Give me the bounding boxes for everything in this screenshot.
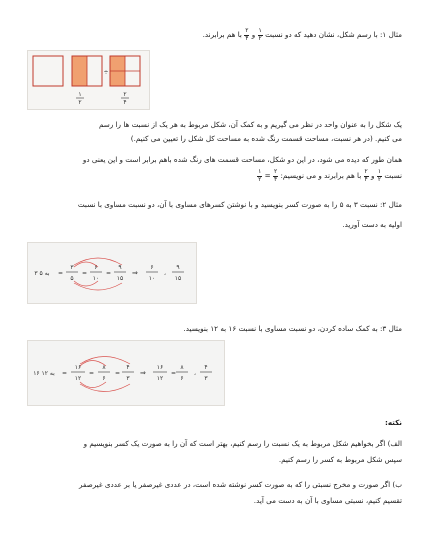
shaded-half: [72, 56, 87, 86]
figure2-arrow: ⇒: [132, 269, 138, 277]
example1-and: و: [251, 30, 256, 39]
figure1-label1-num: ۱: [78, 91, 82, 98]
svg-text:۴: ۴: [126, 364, 130, 371]
paragraph1: [99, 118, 402, 146]
svg-text:۴: ۴: [204, 364, 208, 371]
note-a: [84, 437, 402, 467]
example2-line2: اولیه به دست آورید.: [342, 220, 402, 229]
svg-text:=: =: [82, 270, 88, 277]
svg-text:،: ،: [194, 370, 196, 377]
equation-frac-right: $\frac{۱}{۲}$: [258, 168, 262, 183]
note-b-line2: تقسیم کنیم، نسبتی مساوی با آن به دست می آید.: [253, 496, 402, 505]
figure3-arrow: ⇒: [140, 369, 146, 377]
figure3-svg: [28, 341, 224, 405]
svg-text:=: =: [89, 370, 95, 377]
figure3-image: [27, 340, 225, 406]
paragraph2-line1: همان طور که دیده می شود، در این دو شکل، مساحت قسمت های رنگ شده باهم برابر است و این یعنی دو: [82, 155, 402, 164]
svg-text:۱۶: ۱۶: [156, 364, 164, 371]
figure1-svg: [28, 51, 149, 109]
example1-frac1: $\frac{۱}{۲}$: [258, 27, 262, 42]
figure3-frac3: [122, 364, 134, 382]
equation-sign: =: [264, 171, 271, 180]
paragraph2-line2: نسبت $\frac{۱}{۲}$ و $\frac{۲}{۴}$ با هم برابرند و می نویسیم: $\frac{۲}{۴}$ = $\frac{۱}{۲}$: [258, 168, 402, 183]
example3-line1: مثال ۳: به کمک ساده کردن، دو نسبت مساوی با نسبت ۱۶ به ۱۲ بنویسید.: [183, 324, 402, 333]
note-a-line2: سپس شکل مربوط به کسر را رسم کنیم.: [278, 455, 402, 464]
svg-text:۱۵: ۱۵: [174, 275, 182, 282]
note-title: نکته:: [384, 418, 402, 427]
svg-text:۱۰: ۱۰: [148, 275, 156, 282]
svg-text:=: =: [106, 270, 112, 277]
figure2-ratio-label: ۳ به ۵: [34, 270, 50, 277]
svg-text:۶: ۶: [150, 264, 154, 271]
svg-text:۸: ۸: [180, 364, 184, 371]
figure3-ratio-label: ۱۶ به ۱۲: [33, 370, 55, 377]
figure2-frac2: [90, 264, 102, 282]
svg-text:=: =: [115, 370, 121, 377]
note-a-line1: الف) اگر بخواهیم شکل مربوط به یک نسبت را رسم کنیم، بهتر است که آن را به صورت یک کسر بنویسیم و: [83, 439, 402, 448]
note-b: [79, 478, 402, 508]
figure3-frac2: [98, 364, 110, 382]
figure1-image: [27, 50, 150, 110]
svg-text:۱۰: ۱۰: [92, 275, 100, 282]
paragraph1-line1: یک شکل را به عنوان واحد در نظر می گیریم و به کمک آن، شکل مربوط به هر یک از نسبت ها را رسم: [99, 120, 402, 129]
figure3-result1: [153, 364, 167, 382]
svg-text:۶: ۶: [94, 264, 98, 271]
svg-text:۸: ۸: [102, 364, 106, 371]
unit-square: [33, 56, 63, 86]
figure2-frac3: [114, 264, 126, 282]
equation-frac-left: $\frac{۲}{۴}$: [273, 168, 278, 183]
figure3-result3: [200, 364, 212, 382]
svg-text:۳: ۳: [204, 375, 208, 382]
svg-text:۱۵: ۱۵: [116, 275, 124, 282]
figure3-result2: [176, 364, 188, 382]
svg-text:۹: ۹: [176, 264, 180, 271]
svg-text:۱۲: ۱۲: [74, 375, 82, 382]
svg-text:=: =: [58, 270, 64, 277]
svg-text:۵: ۵: [70, 275, 74, 282]
figure2-result2: [172, 264, 184, 282]
svg-text:۹: ۹: [118, 264, 122, 271]
svg-text:۶: ۶: [180, 375, 184, 382]
svg-text:۱۶: ۱۶: [74, 364, 82, 371]
example1-text-a: مثال ۱: با رسم شکل، نشان دهید که دو نسبت: [265, 30, 402, 39]
example3-text: [184, 322, 403, 336]
example1-title: [203, 28, 402, 42]
svg-text:۱۲: ۱۲: [156, 375, 164, 382]
paragraph1-line2: می کنیم. (در هر نسبت، مساحت قسمت رنگ شده به مساحت کل شکل را تعیین می کنیم.): [130, 134, 402, 143]
figure3-frac1: [71, 364, 85, 382]
figure1-label2-num: ۲: [123, 91, 127, 98]
svg-text:۶: ۶: [102, 375, 106, 382]
example2-line1: مثال ۲: نسبت ۳ به ۵ را به صورت کسر بنویسید و با نوشتن کسرهای مساوی با آن، دو نسبت مساوی با نسبت: [77, 200, 402, 209]
figure2-svg: [28, 243, 196, 303]
figure2-image: [27, 242, 197, 304]
example2-text: [78, 198, 402, 232]
note-b-line1: ب) اگر صورت و مخرج نسبتی را که به صورت کسر نوشته شده است، در عددی غیرصفر یا بر عددی غیرصفر: [79, 480, 402, 489]
svg-text:=: =: [62, 370, 68, 377]
figure2-result1: [146, 264, 158, 282]
svg-text:،: ،: [164, 270, 166, 277]
figure2-frac1: [66, 264, 78, 282]
example1-frac2: $\frac{۲}{۴}$: [245, 27, 249, 42]
svg-text:۳: ۳: [126, 375, 130, 382]
figure1-sign: ÷: [103, 69, 109, 76]
figure1-label2-den: ۴: [123, 99, 127, 106]
svg-text:=: =: [171, 370, 177, 377]
figure1-label1-den: ۲: [78, 99, 82, 106]
example1-text-b: با هم برابرند.: [202, 30, 242, 39]
paragraph2: [83, 153, 402, 183]
svg-text:۳: ۳: [70, 264, 74, 271]
